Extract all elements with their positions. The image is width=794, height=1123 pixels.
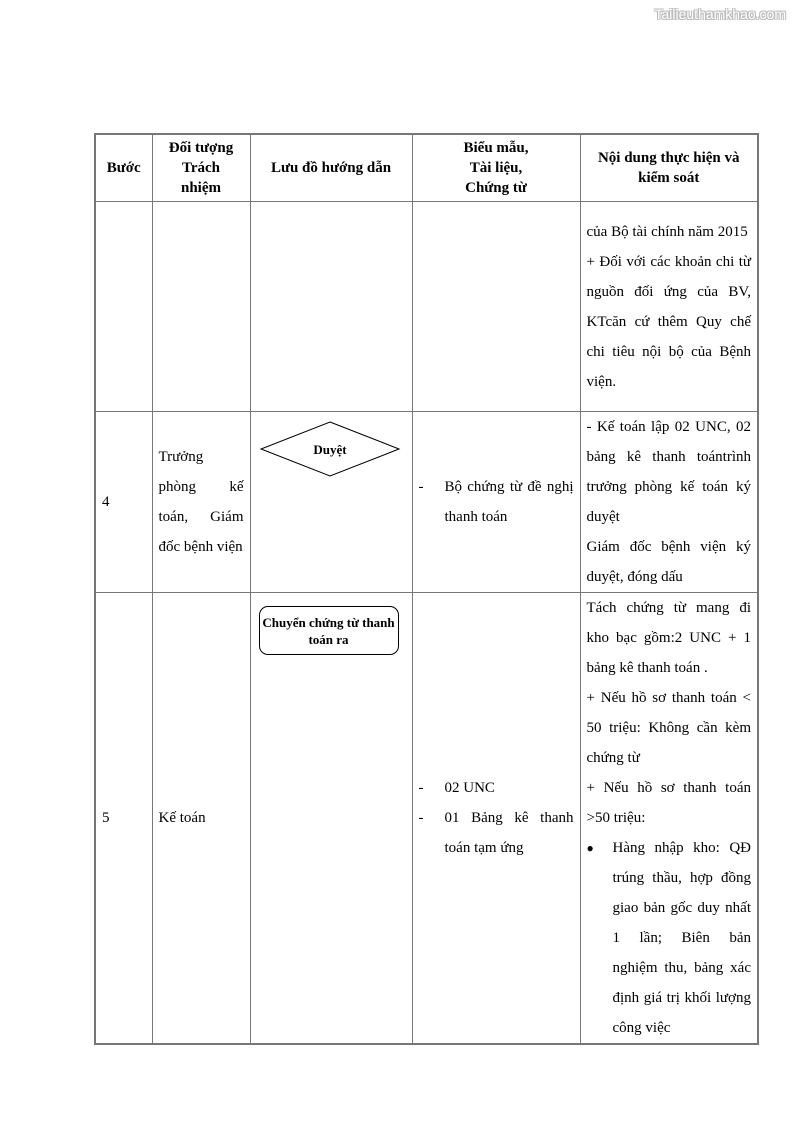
header-step: Bước — [95, 134, 152, 202]
header-forms-line: Tài liệu, — [469, 160, 523, 176]
flowchart-cell — [250, 412, 412, 593]
process-table — [94, 133, 759, 1045]
dash-marker: - — [418, 810, 424, 826]
responsible-cell — [152, 593, 250, 1045]
responsible-text: Kế toán — [158, 810, 206, 826]
decision-label: Duyệt — [312, 442, 347, 457]
content-paragraph: + Đối với các khoản chi từ nguồn đối ứng của BV, KTcăn cứ thêm Quy chế chi tiêu nội bộ của Bệnh viện. — [586, 253, 751, 390]
forms-item-text: 02 UNC — [444, 780, 495, 796]
content-cell — [580, 412, 758, 593]
content-cell — [580, 593, 758, 1045]
content-paragraph: Tách chứng từ mang đi kho bạc gồm:2 UNC + 1 bảng kê thanh toán . — [586, 600, 751, 676]
header-content-line: kiểm soát — [638, 170, 700, 186]
header-responsible-line: Đối tượng — [168, 140, 234, 156]
content-paragraph: + Nếu hồ sơ thanh toán < 50 triệu: Không cần kèm chứng từ — [586, 690, 751, 766]
watermark: Tailieuthamkhao.com — [654, 6, 786, 22]
dash-marker: - — [418, 780, 424, 796]
forms-cell — [412, 412, 580, 593]
bullet-icon: ● — [586, 841, 594, 855]
header-row — [95, 134, 758, 202]
forms-cell — [412, 202, 580, 412]
table-row-continuation — [95, 202, 758, 412]
step-cell — [95, 593, 152, 1045]
header-responsible — [152, 134, 250, 202]
responsible-cell — [152, 202, 250, 412]
table-row-step-5 — [95, 593, 758, 1045]
flowchart-cell — [250, 202, 412, 412]
forms-item-text: Bộ chứng từ đề nghị thanh toán — [444, 479, 574, 525]
content-paragraph: của Bộ tài chính năm 2015 — [586, 223, 748, 240]
header-flowchart: Lưu đồ hướng dẫn — [250, 134, 412, 202]
header-content — [580, 134, 758, 202]
header-forms-line: Biểu mẫu, — [463, 140, 529, 156]
forms-cell — [412, 593, 580, 1045]
forms-item-text: 01 Bảng kê thanh toán tạm ứng — [444, 810, 574, 856]
content-cell — [580, 202, 758, 412]
responsible-text: Trưởng phòng kế toán, Giám đốc bệnh viện — [158, 449, 244, 555]
forms-item — [419, 803, 574, 863]
header-forms — [412, 134, 580, 202]
step-cell — [95, 202, 152, 412]
content-paragraph: Giám đốc bệnh viện ký duyệt, đóng dấu — [586, 539, 751, 585]
step-number: 5 — [102, 810, 110, 826]
step-cell — [95, 412, 152, 593]
content-paragraph: + Nếu hồ sơ thanh toán >50 triệu: — [586, 780, 751, 826]
responsible-cell — [152, 412, 250, 593]
bullet-item — [587, 833, 752, 1043]
process-box: Chuyển chứng từ thanh toán ra — [259, 606, 399, 655]
dash-marker: - — [418, 479, 424, 495]
step-number: 4 — [102, 494, 110, 510]
header-responsible-line: nhiệm — [180, 180, 221, 196]
header-content-line: Nội dung thực hiện và — [597, 150, 740, 166]
forms-item — [419, 773, 574, 803]
forms-item — [419, 472, 574, 532]
content-paragraph: - Kế toán lập 02 UNC, 02 bảng kê thanh toántrình trưởng phòng kế toán ký duyệt — [586, 419, 751, 525]
decision-diamond — [259, 420, 401, 480]
header-responsible-line: Trách — [181, 160, 221, 176]
header-forms-line: Chứng từ — [465, 180, 527, 196]
bullet-text: Hàng nhập kho: QĐ trúng thầu, hợp đồng giao bản gốc duy nhất 1 lần; Biên bản nghiệm thu, bảng xác định giá trị khối lượng công việc — [612, 840, 751, 1036]
flowchart-cell — [250, 593, 412, 1045]
table-row-step-4 — [95, 412, 758, 593]
